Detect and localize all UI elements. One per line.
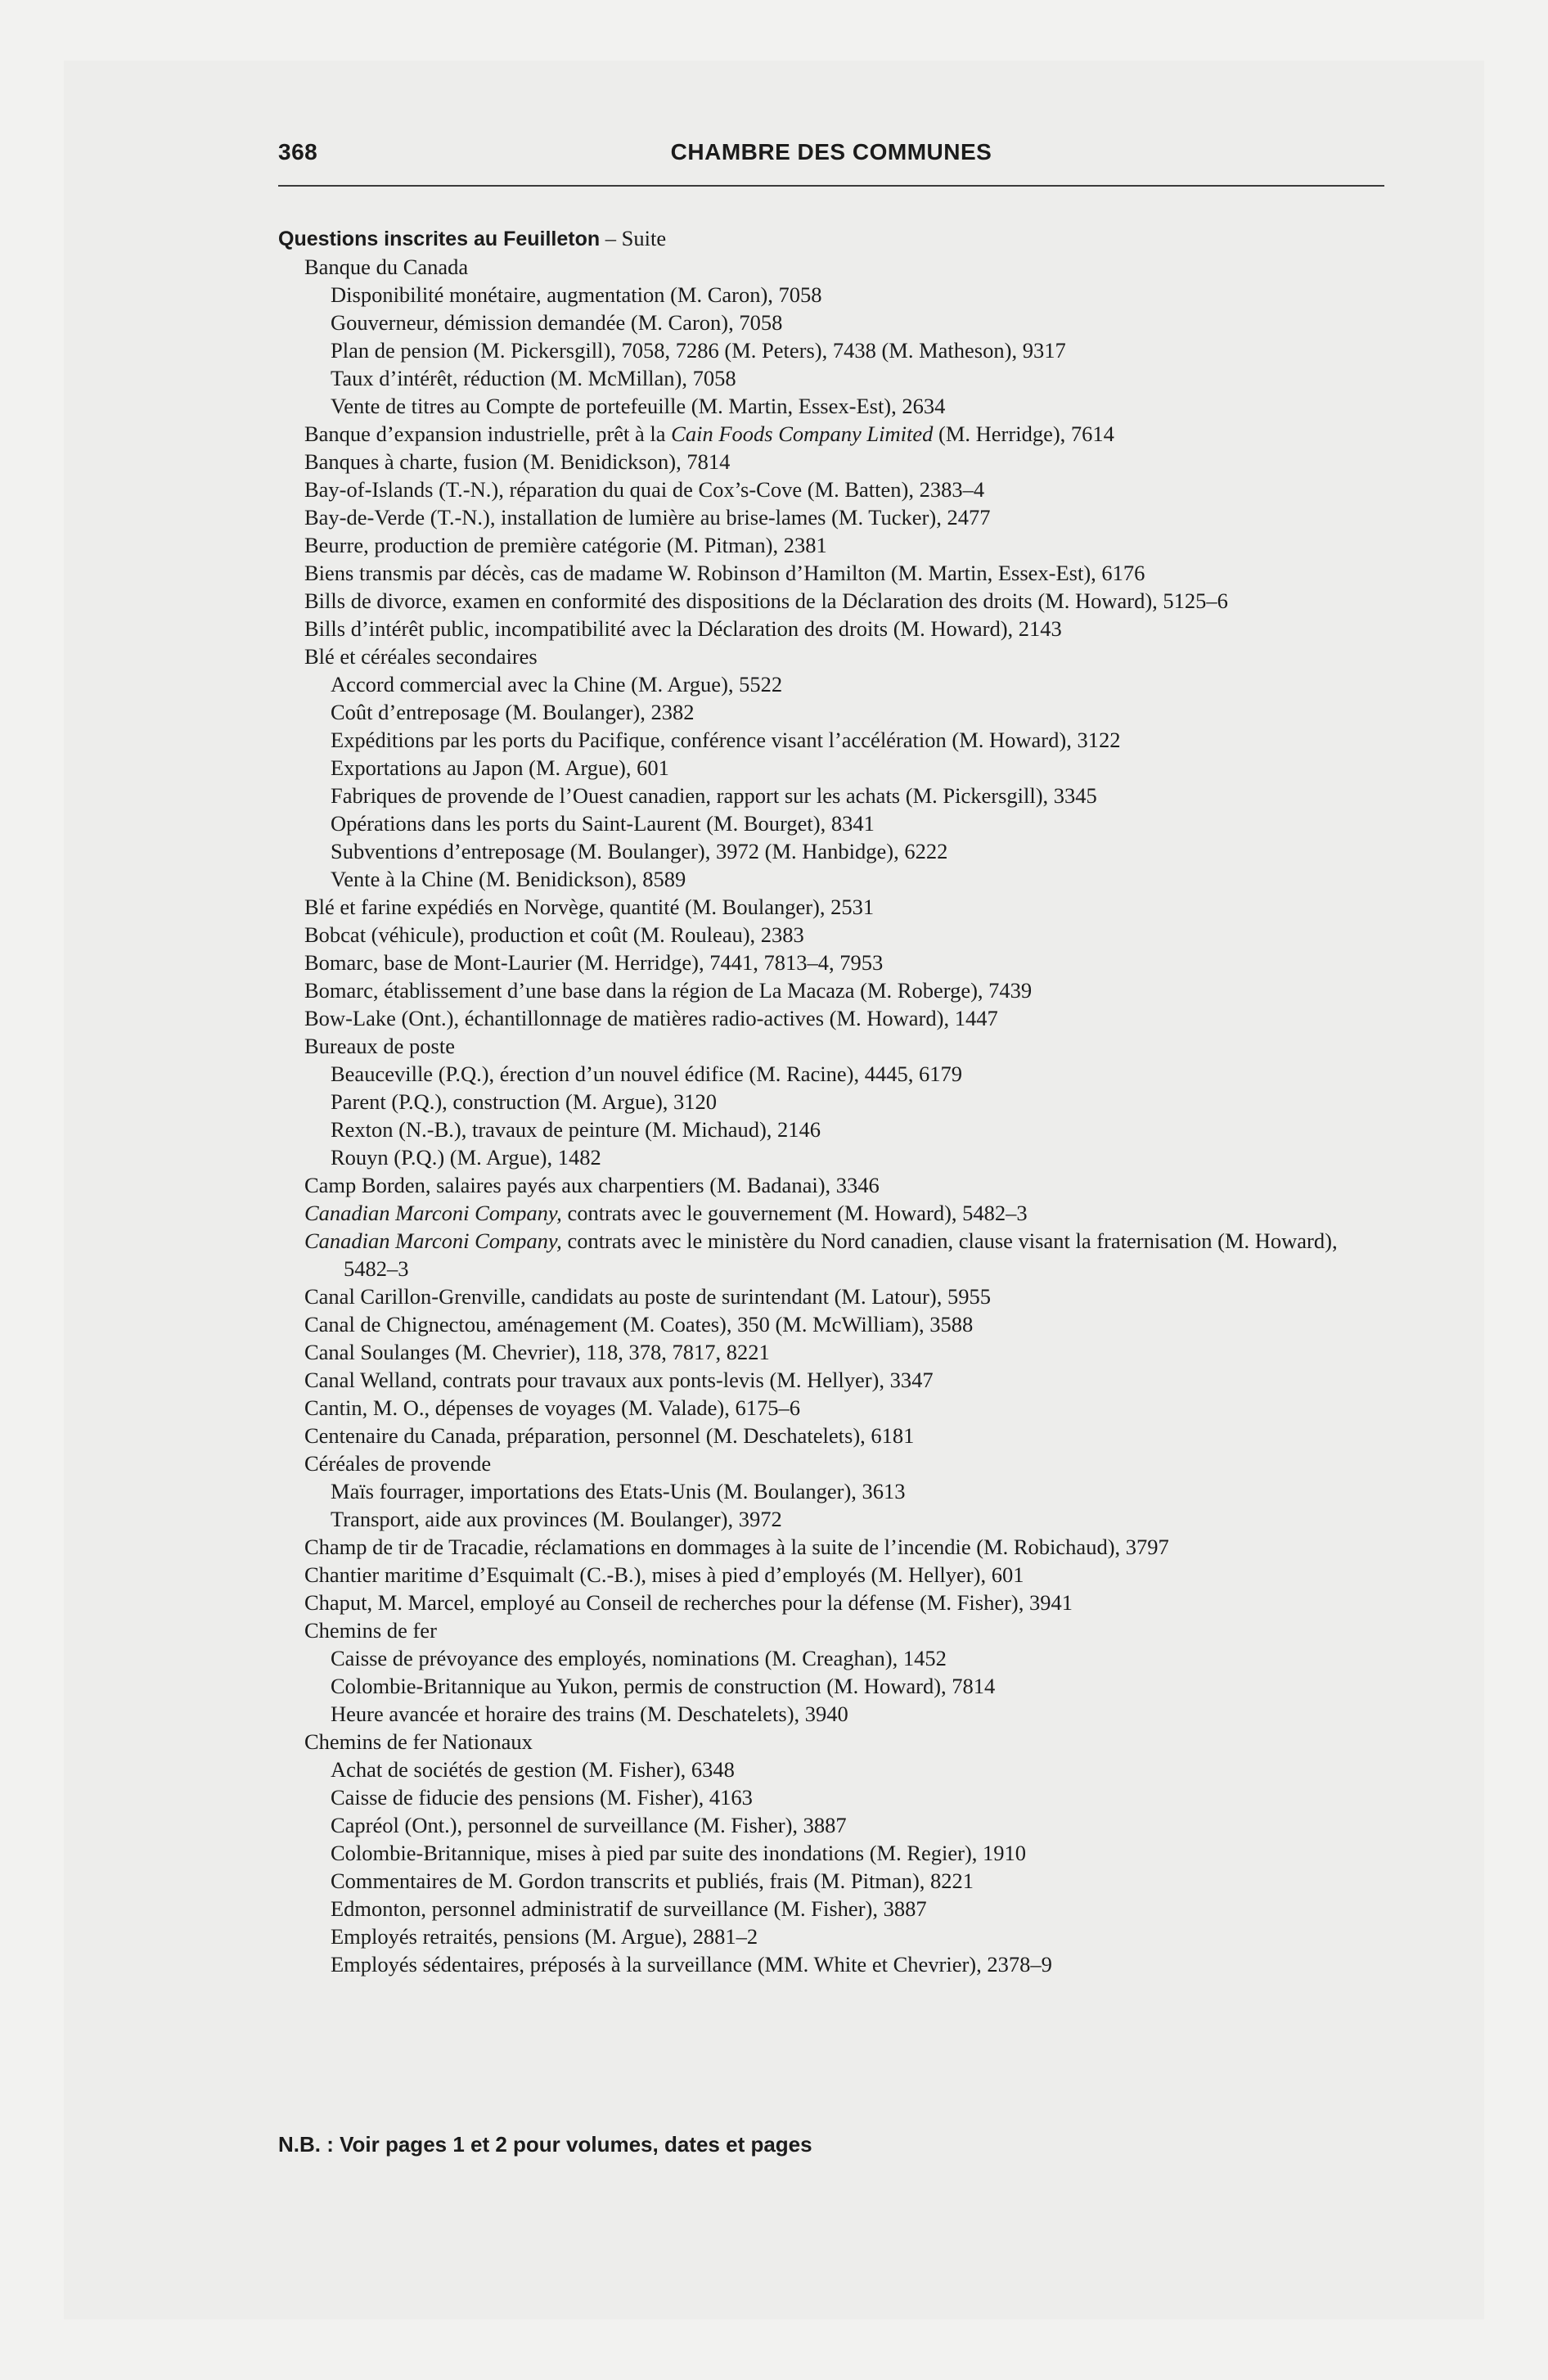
page-number: 368 (278, 139, 318, 165)
index-entry (278, 587, 1384, 615)
entry-text: Plan de pension (M. Pickersgill), 7058, 7286 (M. Peters), 7438 (M. Matheson), 9317 (331, 338, 1066, 363)
index-subentry (278, 1644, 1384, 1672)
index-subentry (278, 782, 1384, 809)
index-subentry (278, 1116, 1384, 1143)
index-subentry (278, 392, 1384, 420)
entry-text: Cantin, M. O., dépenses de voyages (M. Valade), 6175–6 (304, 1395, 800, 1420)
index-subentry (278, 1672, 1384, 1700)
index-subentry (278, 698, 1384, 726)
page-header (278, 139, 1384, 178)
entry-text: Capréol (Ont.), personnel de surveillance (M. Fisher), 3887 (331, 1813, 847, 1837)
section-continued: – Suite (600, 226, 667, 250)
entry-text: Employés sédentaires, préposés à la surveillance (MM. White et Chevrier), 2378–9 (331, 1952, 1052, 1977)
index-subentry (278, 1143, 1384, 1171)
index-entry (278, 642, 1384, 670)
index-subentry (278, 1756, 1384, 1783)
entry-text: Beauceville (P.Q.), érection d’un nouvel édifice (M. Racine), 4445, 6179 (331, 1062, 962, 1086)
entry-text: Edmonton, personnel administratif de surveillance (M. Fisher), 3887 (331, 1896, 927, 1921)
entry-text: Canal Welland, contrats pour travaux aux ponts-levis (M. Hellyer), 3347 (304, 1368, 934, 1392)
index-entry (278, 503, 1384, 531)
index-entry (278, 1338, 1384, 1366)
entry-text: Caisse de fiducie des pensions (M. Fisher), 4163 (331, 1785, 753, 1810)
footnote: N.B. : Voir pages 1 et 2 pour volumes, dates et pages (278, 2132, 812, 2157)
index-subentry (278, 336, 1384, 364)
entry-text-after: contrats avec le gouvernement (M. Howard), 5482–3 (561, 1201, 1028, 1225)
index-entry (278, 1616, 1384, 1644)
entry-text: Beurre, production de première catégorie (M. Pitman), 2381 (304, 533, 827, 557)
entry-text: Subventions d’entreposage (M. Boulanger), 3972 (M. Hanbidge), 6222 (331, 839, 948, 863)
entry-text: Heure avancée et horaire des trains (M. Deschatelets), 3940 (331, 1702, 848, 1726)
index-entry (278, 976, 1384, 1004)
section-heading-text: Questions inscrites au Feuilleton (278, 228, 601, 250)
entry-text: Expéditions par les ports du Pacifique, conférence visant l’accélération (M. Howard), 3122 (331, 728, 1121, 752)
entry-text: Banques à charte, fusion (M. Benidickson), 7814 (304, 449, 731, 474)
entry-text-after: (M. Herridge), 7614 (933, 421, 1114, 446)
index-entry (278, 253, 1384, 281)
index-entry (278, 1366, 1384, 1394)
index-subentry (278, 1783, 1384, 1811)
index-entry (278, 476, 1384, 503)
entry-text: Exportations au Japon (M. Argue), 601 (331, 755, 669, 780)
index-subentry (278, 1505, 1384, 1533)
entry-text: Bills d’intérêt public, incompatibilité avec la Déclaration des droits (M. Howard), 2143 (304, 616, 1062, 641)
index-entry (278, 1449, 1384, 1477)
index-entry (278, 448, 1384, 476)
index-entry (278, 1561, 1384, 1589)
entry-text: Disponibilité monétaire, augmentation (M. Caron), 7058 (331, 282, 822, 307)
index-entry (278, 921, 1384, 949)
entry-text: Centenaire du Canada, préparation, personnel (M. Deschatelets), 6181 (304, 1423, 915, 1448)
entry-text: Transport, aide aux provinces (M. Boulanger), 3972 (331, 1507, 782, 1531)
entry-text: Gouverneur, démission demandée (M. Caron), 7058 (331, 310, 783, 335)
index-entry (278, 531, 1384, 559)
entry-text: Fabriques de provende de l’Ouest canadien, rapport sur les achats (M. Pickersgill), 3345 (331, 783, 1097, 808)
index-subentry (278, 281, 1384, 309)
entry-text: Canal Soulanges (M. Chevrier), 118, 378, 7817, 8221 (304, 1340, 770, 1364)
entry-text: Taux d’intérêt, réduction (M. McMillan), 7058 (331, 366, 736, 390)
index-subentry (278, 837, 1384, 865)
index-subentry (278, 865, 1384, 893)
index-subentry (278, 1060, 1384, 1088)
entry-text: Chantier maritime d’Esquimalt (C.-B.), mises à pied d’employés (M. Hellyer), 601 (304, 1562, 1024, 1587)
index-subentry (278, 1088, 1384, 1116)
index-subentry (278, 1867, 1384, 1895)
index-subentry (278, 1950, 1384, 1978)
index-subentry (278, 1700, 1384, 1728)
entry-text: Vente à la Chine (M. Benidickson), 8589 (331, 867, 686, 891)
entry-text: Bow-Lake (Ont.), échantillonnage de matières radio-actives (M. Howard), 1447 (304, 1006, 998, 1030)
index-entry (278, 1032, 1384, 1060)
index-entry (278, 420, 1384, 448)
entry-text: Accord commercial avec la Chine (M. Argue), 5522 (331, 672, 783, 696)
index-entry (278, 1310, 1384, 1338)
index-entry (278, 1171, 1384, 1199)
index-subentry (278, 809, 1384, 837)
index-subentry (278, 1839, 1384, 1867)
entry-text: Bomarc, base de Mont-Laurier (M. Herridge), 7441, 7813–4, 7953 (304, 950, 884, 975)
index-subentry (278, 1811, 1384, 1839)
entry-text: Bureaux de poste (304, 1034, 455, 1058)
entry-text: Colombie-Britannique au Yukon, permis de construction (M. Howard), 7814 (331, 1674, 996, 1698)
index-subentry (278, 309, 1384, 336)
entry-text: Bills de divorce, examen en conformité des dispositions de la Déclaration des droits (M. Howard), 5125–6 (304, 588, 1228, 613)
entry-text: Vente de titres au Compte de portefeuille (M. Martin, Essex-Est), 2634 (331, 394, 946, 418)
index-entry (278, 1394, 1384, 1422)
entry-text: Rouyn (P.Q.) (M. Argue), 1482 (331, 1145, 601, 1170)
entry-text: Commentaires de M. Gordon transcrits et publiés, frais (M. Pitman), 8221 (331, 1868, 974, 1893)
entry-text: Banque du Canada (304, 255, 469, 279)
entry-text: Rexton (N.-B.), travaux de peinture (M. Michaud), 2146 (331, 1117, 821, 1142)
entry-text: Employés retraités, pensions (M. Argue), 2881–2 (331, 1924, 758, 1949)
index-entry (278, 1533, 1384, 1561)
entry-text: Opérations dans les ports du Saint-Laurent (M. Bourget), 8341 (331, 811, 875, 836)
entry-text: Champ de tir de Tracadie, réclamations en dommages à la suite de l’incendie (M. Robichaud), 3797 (304, 1535, 1169, 1559)
index-subentry (278, 1922, 1384, 1950)
entry-italic: Canadian Marconi Company, (304, 1201, 562, 1225)
entry-text: Bay-de-Verde (T.-N.), installation de lumière au brise-lames (M. Tucker), 2477 (304, 505, 991, 530)
entry-text: Chaput, M. Marcel, employé au Conseil de recherches pour la défense (M. Fisher), 3941 (304, 1590, 1073, 1615)
index-entry (278, 615, 1384, 642)
index-subentry (278, 364, 1384, 392)
index-entry (278, 1422, 1384, 1449)
index-entry (278, 559, 1384, 587)
entry-text: Parent (P.Q.), construction (M. Argue), 3120 (331, 1089, 718, 1114)
index-subentry (278, 726, 1384, 754)
index-entry (278, 1728, 1384, 1756)
entry-text: Canal Carillon-Grenville, candidats au poste de surintendant (M. Latour), 5955 (304, 1284, 991, 1309)
index-entries (278, 253, 1384, 1978)
index-subentry (278, 754, 1384, 782)
entry-text: Bay-of-Islands (T.-N.), réparation du quai de Cox’s-Cove (M. Batten), 2383–4 (304, 477, 985, 502)
entry-text: Bobcat (véhicule), production et coût (M. Rouleau), 2383 (304, 922, 804, 947)
index-entry (278, 1227, 1384, 1282)
index-entry (278, 1282, 1384, 1310)
entry-text: Camp Borden, salaires payés aux charpentiers (M. Badanai), 3346 (304, 1173, 880, 1197)
header-rule (278, 185, 1384, 187)
index-entry (278, 1199, 1384, 1227)
entry-italic: Cain Foods Company Limited (671, 421, 934, 446)
entry-text: Blé et farine expédiés en Norvège, quantité (M. Boulanger), 2531 (304, 895, 875, 919)
running-title: CHAMBRE DES COMMUNES (670, 139, 992, 165)
entry-text: Colombie-Britannique, mises à pied par suite des inondations (M. Regier), 1910 (331, 1841, 1027, 1865)
entry-text: Bomarc, établissement d’une base dans la région de La Macaza (M. Roberge), 7439 (304, 978, 1033, 1003)
entry-text: Banque d’expansion industrielle, prêt à la (304, 421, 672, 446)
entry-text: Chemins de fer Nationaux (304, 1729, 533, 1754)
index-subentry (278, 670, 1384, 698)
entry-text: Céréales de provende (304, 1451, 492, 1476)
index-entry (278, 949, 1384, 976)
entry-text: Caisse de prévoyance des employés, nominations (M. Creaghan), 1452 (331, 1646, 947, 1670)
index-subentry (278, 1895, 1384, 1922)
index-entry (278, 1004, 1384, 1032)
entry-italic: Canadian Marconi Company, (304, 1228, 562, 1253)
entry-text: Chemins de fer (304, 1618, 437, 1643)
entry-text: Coût d’entreposage (M. Boulanger), 2382 (331, 700, 695, 724)
index-subentry (278, 1477, 1384, 1505)
entry-text: Blé et céréales secondaires (304, 644, 538, 669)
entry-text: Achat de sociétés de gestion (M. Fisher), 6348 (331, 1757, 735, 1782)
entry-text: Biens transmis par décès, cas de madame W. Robinson d’Hamilton (M. Martin, Essex-Est), 6176 (304, 561, 1145, 585)
entry-text: Maïs fourrager, importations des Etats-Unis (M. Boulanger), 3613 (331, 1479, 906, 1503)
index-entry (278, 1589, 1384, 1616)
entry-text: Canal de Chignectou, aménagement (M. Coates), 350 (M. McWilliam), 3588 (304, 1312, 974, 1336)
entry-text-after: contrats avec le ministère du Nord canadien, clause visant la fraternisation (M. Howard), 5482–3 (344, 1228, 1338, 1281)
index-body (278, 224, 1384, 1978)
section-heading (278, 224, 1384, 253)
index-entry (278, 893, 1384, 921)
